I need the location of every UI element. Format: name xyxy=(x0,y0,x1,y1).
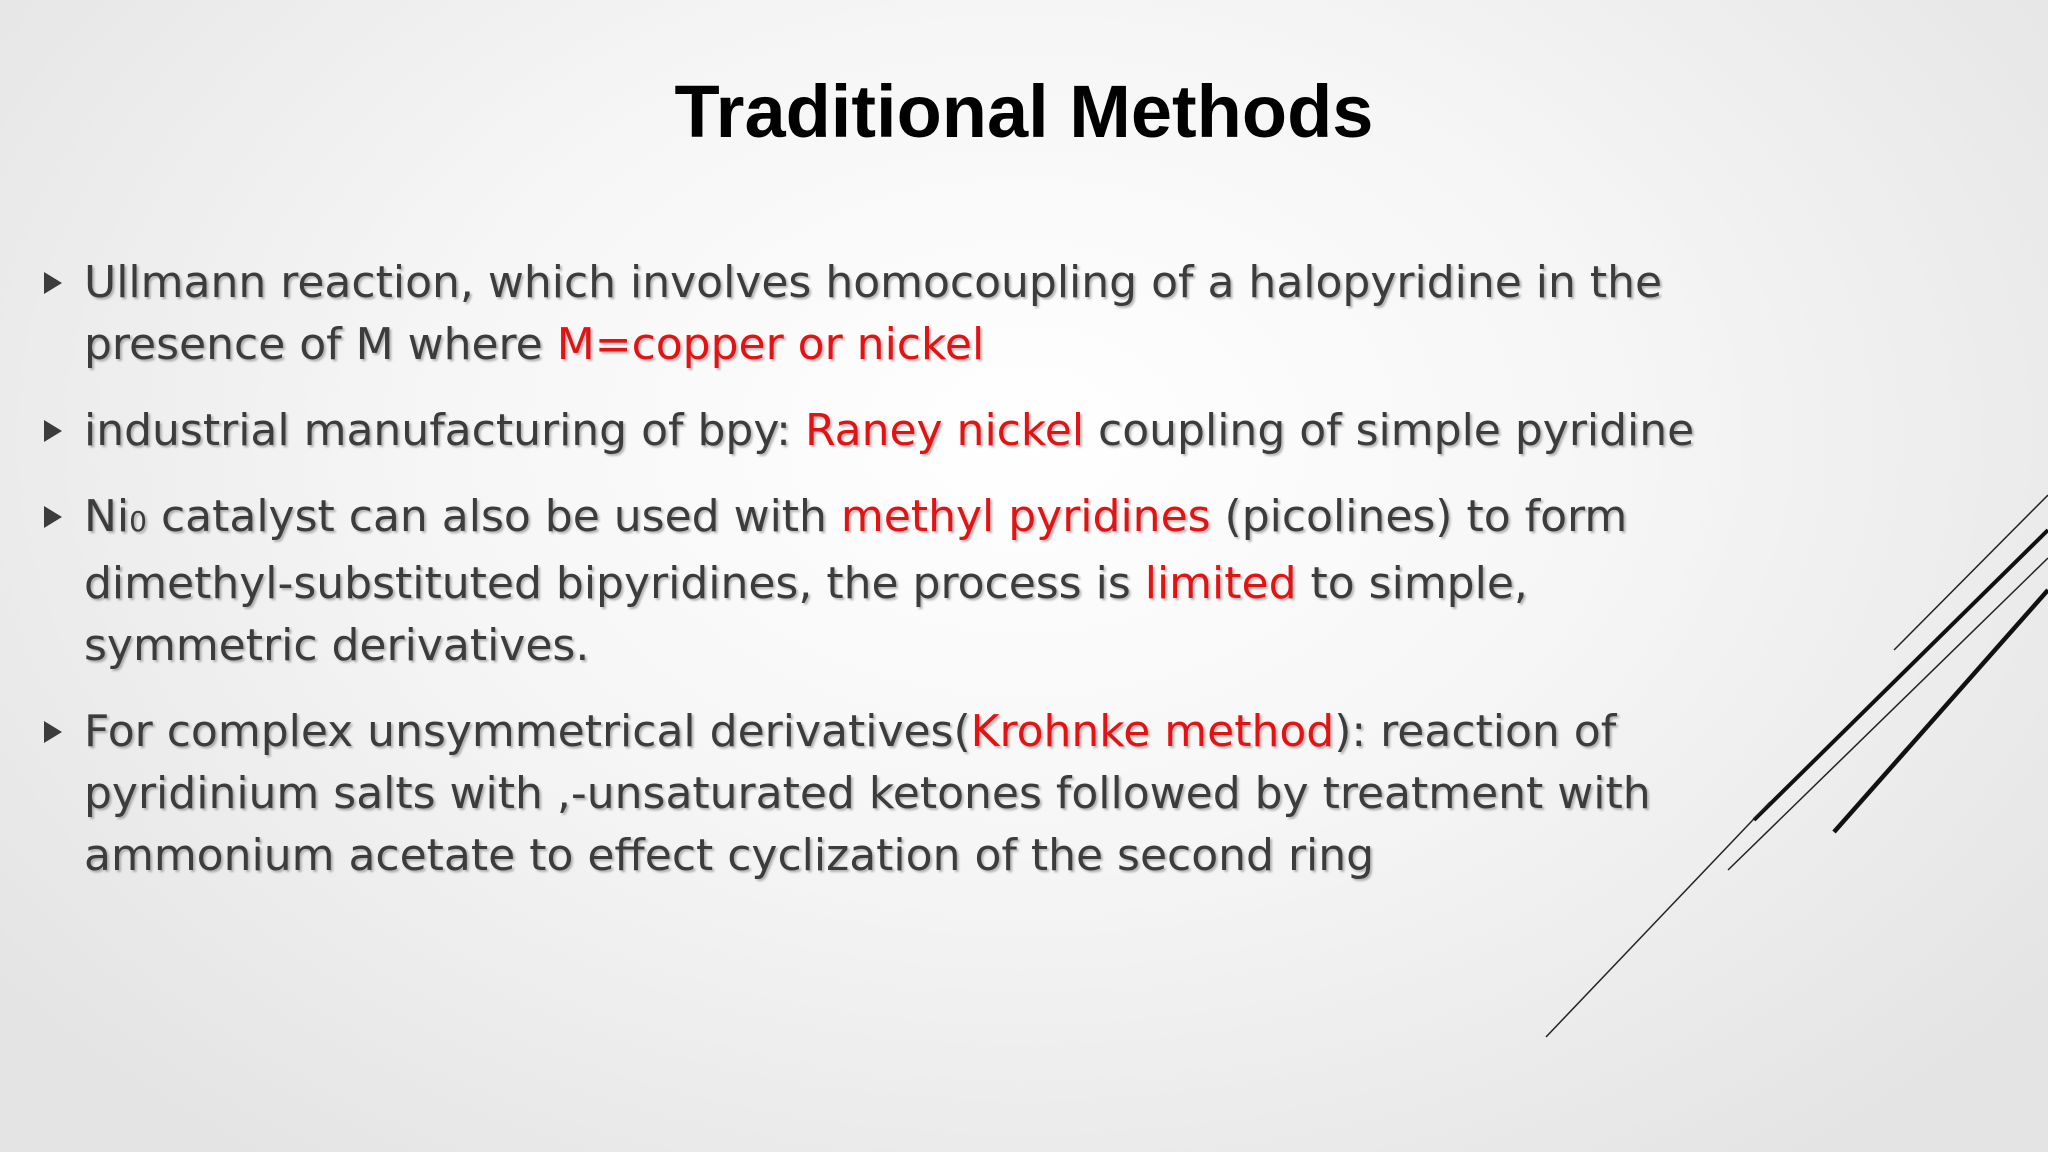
bullet-text: Ullmann reaction, which involves homocoupling of a halopyridine in the xyxy=(84,257,1663,308)
bullet-text: pyridinium salts with ,-unsaturated ketones followed by treatment with xyxy=(84,768,1651,819)
highlight-text: limited xyxy=(1144,558,1297,609)
subscript-text: 0 xyxy=(129,505,147,538)
bullet-text: (picolines) to form xyxy=(1210,491,1628,542)
deco-line xyxy=(1546,802,1770,1037)
bullet-text: industrial manufacturing of bpy: xyxy=(84,405,805,456)
deco-line xyxy=(1894,495,2048,650)
highlight-text: Raney nickel xyxy=(805,405,1085,456)
bullet-text: ): reaction of xyxy=(1334,706,1617,757)
bullet-text: to simple, xyxy=(1296,558,1528,609)
bullet-text: catalyst can also be used with xyxy=(146,491,841,542)
highlight-text: Krohnke method xyxy=(970,706,1335,757)
bullet-text: presence of M where xyxy=(84,319,557,370)
highlight-text: M=copper or nickel xyxy=(556,319,985,370)
bullet-text: Ni xyxy=(84,491,130,542)
bullet-text: symmetric derivatives. xyxy=(84,620,590,671)
deco-line xyxy=(1728,558,2048,870)
slide-title: Traditional Methods xyxy=(674,70,1374,153)
highlight-text: methyl pyridines xyxy=(840,491,1211,542)
deco-line xyxy=(1754,530,2048,820)
bullet-text: For complex unsymmetrical derivatives( xyxy=(84,706,971,757)
bullet-text: dimethyl-substituted bipyridines, the process is xyxy=(84,558,1145,609)
bullet-text: coupling of simple pyridine xyxy=(1084,405,1695,456)
bullet-text: ammonium acetate to effect cyclization of the second ring xyxy=(84,830,1375,881)
